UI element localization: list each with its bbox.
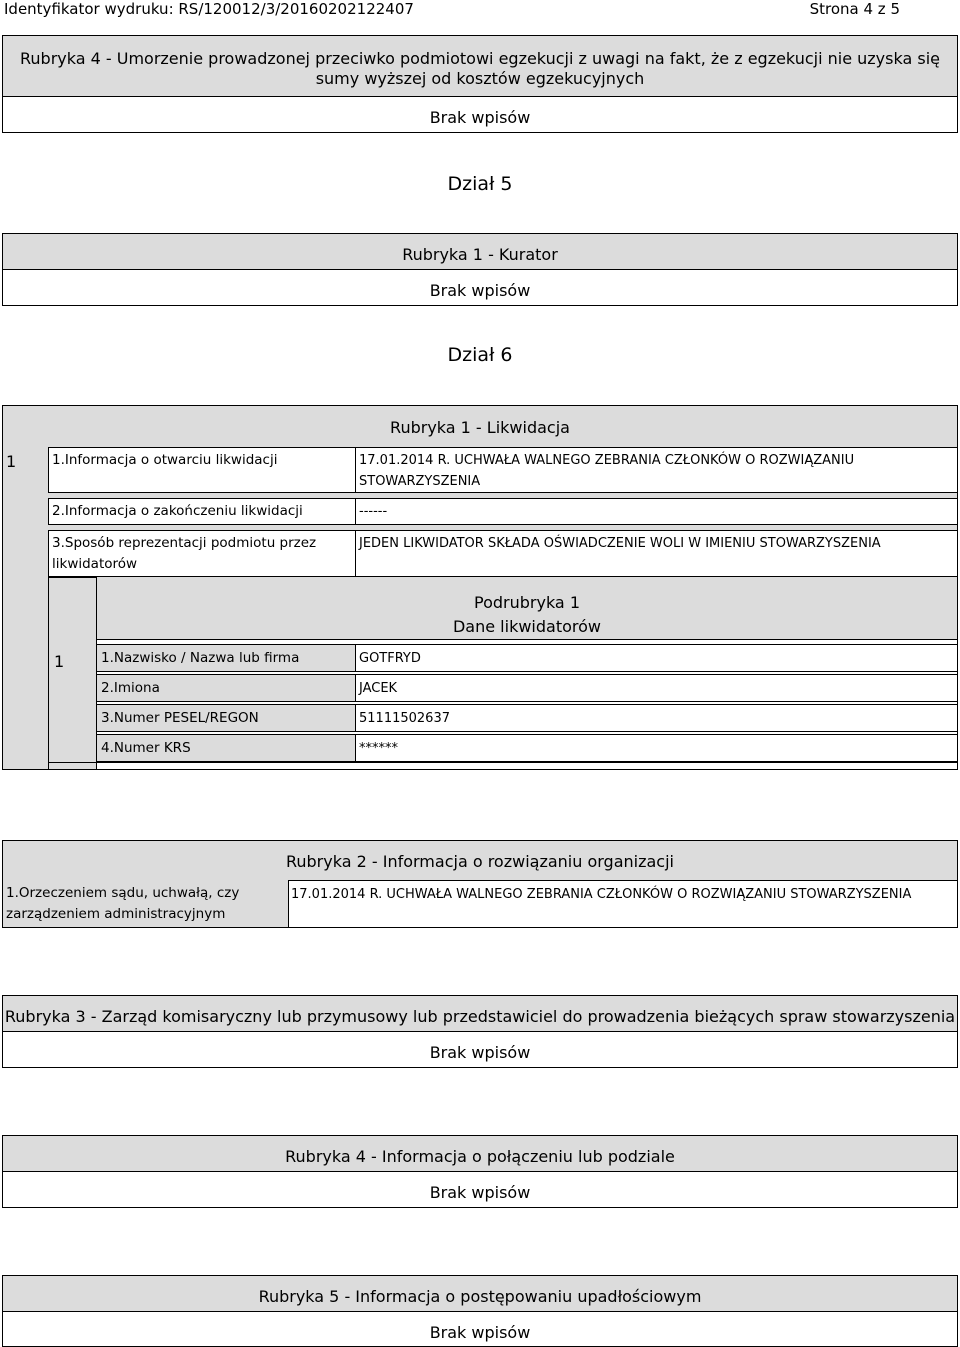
rubryka3-title-box: [2, 995, 958, 1032]
rubryka3-title: Rubryka 3 - Zarząd komisaryczny lub przymusowy lub przedstawiciel do prowadzenia bieżących spraw stowarzyszenia: [4, 1007, 956, 1026]
dzial6-title: Dział 6: [447, 344, 513, 366]
empty-entry-text: Brak wpisów: [429, 1323, 531, 1342]
podrubryka-title-box: [96, 577, 958, 640]
rubryka5-title-box: [2, 1275, 958, 1312]
rubryka4-umorzenie-title-line2: sumy wyższej od kosztów egzekucyjnych: [315, 69, 645, 88]
sub-row3-label-cell: [96, 704, 356, 732]
rubryka2-value: 17.01.2014 R. UCHWAŁA WALNEGO ZEBRANIA CZŁONKÓW O ROZWIĄZANIU STOWARZYSZENIA: [291, 887, 912, 902]
sub-row2-label-cell: [96, 674, 356, 702]
rubryka4-content: [2, 1171, 958, 1208]
field1-label: 1.Informacja o otwarciu likwidacji: [52, 452, 278, 468]
page-number: Strona 4 z 5: [809, 0, 900, 18]
empty-entry-text: Brak wpisów: [429, 1043, 531, 1062]
sub-row3-value-cell: [355, 704, 958, 732]
likwidacja-entry-number: 1: [6, 452, 17, 471]
podrubryka-bottom-line: [48, 762, 958, 763]
rubryka5-content: [2, 1311, 958, 1347]
rubryka2-title: Rubryka 2 - Informacja o rozwiązaniu organizacji: [285, 852, 674, 871]
field1-value-cell: [355, 447, 958, 493]
sub-row4-value-cell: [355, 734, 958, 762]
dzial5-rubryka1-title: Rubryka 1 - Kurator: [402, 245, 558, 264]
field3-label-line1: 3.Sposób reprezentacji podmiotu przez: [52, 535, 317, 551]
sub-row2-label: 2.Imiona: [101, 680, 160, 696]
empty-entry-text: Brak wpisów: [429, 281, 531, 300]
sub-row2-value: JACEK: [359, 681, 398, 696]
podrubryka-title-line2: Dane likwidatorów: [452, 617, 601, 636]
rubryka2-label-line2: zarządzeniem administracyjnym: [6, 906, 226, 922]
rubryka4-umorzenie-title-box: [2, 35, 958, 97]
rubryka4-umorzenie-content: [2, 96, 958, 133]
rubryka4-title-box: [2, 1135, 958, 1172]
likwidacja-title: Rubryka 1 - Likwidacja: [390, 418, 570, 437]
sub-row1-value: GOTFRYD: [359, 651, 421, 666]
field3-value: JEDEN LIKWIDATOR SKŁADA OŚWIADCZENIE WOLI W IMIENIU STOWARZYSZENIA: [359, 536, 881, 551]
dzial5-rubryka1-content: [2, 269, 958, 306]
rubryka3-content: [2, 1031, 958, 1068]
rubryka2-label-line1: 1.Orzeczeniem sądu, uchwałą, czy: [6, 885, 240, 901]
field1-value-line2: STOWARZYSZENIA: [359, 474, 481, 489]
podrubryka-left-column: [48, 577, 97, 770]
field3-label-line2: likwidatorów: [52, 556, 138, 572]
rubryka4-umorzenie-title-line1: Rubryka 4 - Umorzenie prowadzonej przeciwko podmiotowi egzekucji z uwagi na fakt, że z egzekucji nie uzyska się: [20, 49, 940, 68]
empty-entry-text: Brak wpisów: [429, 108, 531, 127]
sub-row4-value: ******: [359, 741, 398, 756]
rubryka2-label-cell: [3, 881, 287, 925]
dzial5-rubryka1-title-box: [2, 233, 958, 270]
field2-label: 2.Informacja o zakończeniu likwidacji: [52, 503, 303, 519]
field1-value-line1: 17.01.2014 R. UCHWAŁA WALNEGO ZEBRANIA CZŁONKÓW O ROZWIĄZANIU: [359, 453, 855, 468]
field2-value: ------: [359, 504, 388, 519]
print-identifier: Identyfikator wydruku: RS/120012/3/20160202122407: [4, 0, 414, 18]
field1-label-cell: [48, 447, 356, 493]
field3-label-cell: [48, 530, 356, 577]
rubryka4-title: Rubryka 4 - Informacja o połączeniu lub podziale: [285, 1147, 675, 1166]
field2-label-cell: [48, 498, 356, 525]
sub-row4-label: 4.Numer KRS: [101, 740, 191, 756]
podrubryka-entry-number: 1: [54, 652, 65, 671]
sub-row3-value: 51111502637: [359, 711, 450, 726]
sub-row1-label-cell: [96, 644, 356, 672]
rubryka5-title: Rubryka 5 - Informacja o postępowaniu upadłościowym: [258, 1287, 702, 1306]
podrubryka-title-line1: Podrubryka 1: [474, 593, 580, 612]
sub-row1-value-cell: [355, 644, 958, 672]
sub-row1-label: 1.Nazwisko / Nazwa lub firma: [101, 650, 300, 666]
empty-entry-text: Brak wpisów: [429, 1183, 531, 1202]
rubryka2-value-cell: [288, 880, 958, 928]
sub-row4-label-cell: [96, 734, 356, 762]
dzial5-title: Dział 5: [447, 173, 513, 195]
sub-row2-value-cell: [355, 674, 958, 702]
field2-value-cell: [355, 498, 958, 525]
sub-row3-label: 3.Numer PESEL/REGON: [101, 710, 259, 726]
field3-value-cell: [355, 530, 958, 577]
